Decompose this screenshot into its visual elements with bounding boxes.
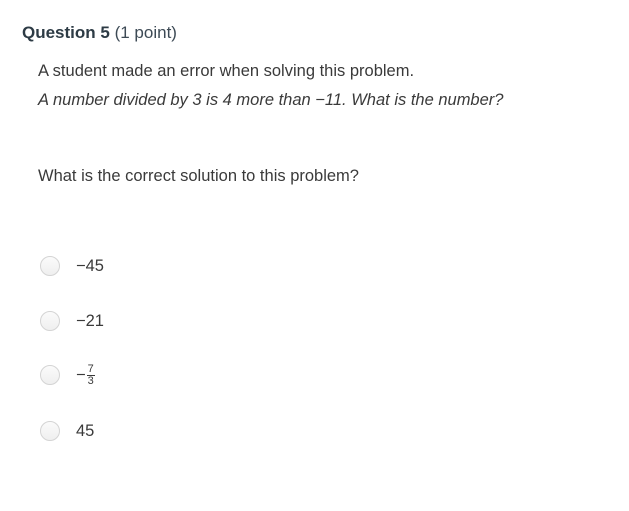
fraction-denominator: 3 [87,374,94,387]
answer-label: 45 [76,422,95,440]
question-title: Question 5 [22,23,110,42]
answer-option-1[interactable] [40,254,104,278]
question-points: (1 point) [114,23,177,42]
answer-option-3[interactable] [40,363,95,387]
answer-option-2[interactable] [40,309,104,333]
fraction [76,364,95,387]
answer-option-4[interactable] [40,419,94,443]
fraction-numerator: 7 [87,362,94,375]
answer-label-fraction [76,364,95,387]
radio-button[interactable] [40,256,60,276]
question-problem-text: A number divided by 3 is 4 more than −11. What is the number? [38,91,504,109]
question-prompt-text: What is the correct solution to this problem? [38,167,359,185]
fraction-minus: − [76,366,86,384]
answer-label: −21 [76,312,104,330]
answer-label: −45 [76,257,104,275]
radio-button[interactable] [40,421,60,441]
radio-button[interactable] [40,365,60,385]
fraction-stack [87,364,95,387]
question-header [22,22,177,44]
radio-button[interactable] [40,311,60,331]
question-intro-text: A student made an error when solving this problem. [38,62,415,80]
